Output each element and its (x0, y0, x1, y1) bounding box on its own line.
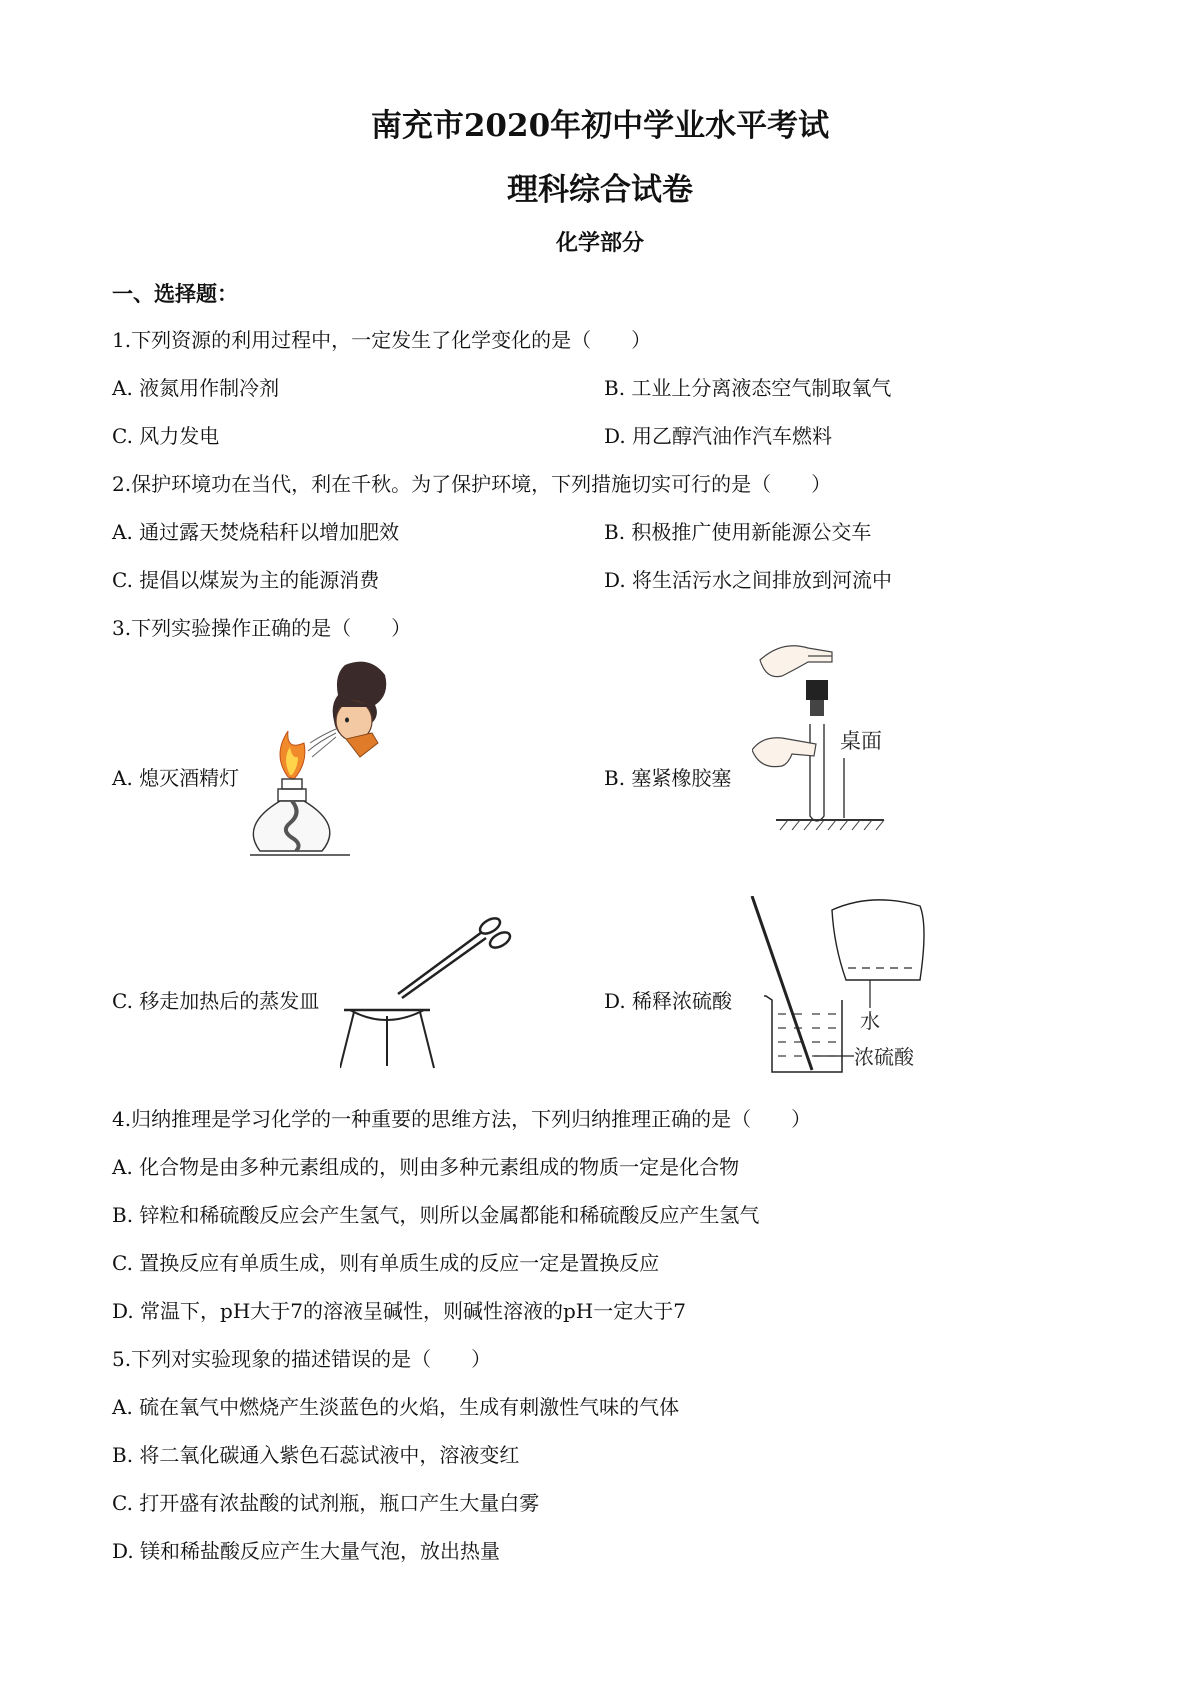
exam-subtitle: 理科综合试卷 (507, 172, 693, 208)
figure-evaporating-dish (340, 916, 520, 1076)
question-2-option-d: D. 将生活污水之间排放到河流中 (604, 568, 893, 592)
question-3-option-a: A. 熄灭酒精灯 (112, 766, 240, 790)
question-5-stem: 5.下列对实验现象的描述错误的是（ ） (112, 1347, 492, 1371)
section-heading: 一、选择题： (112, 281, 238, 306)
question-5-option-a: A. 硫在氧气中燃烧产生淡蓝色的火焰，生成有刺激性气味的气体 (112, 1395, 680, 1419)
question-3-option-d: D. 稀释浓硫酸 (604, 989, 733, 1013)
flame-icon (280, 731, 305, 779)
glass-rod (752, 896, 812, 1070)
dish-and-stand (340, 1010, 434, 1068)
question-2-option-c: C. 提倡以煤炭为主的能源消费 (112, 568, 380, 592)
question-3-stem: 3.下列实验操作正确的是（ ） (112, 616, 412, 640)
exam-title: 南充市2020年初中学业水平考试 (370, 108, 830, 144)
acid-label: 浓硫酸 (854, 1047, 914, 1069)
question-4-stem: 4.归纳推理是学习化学的一种重要的思维方法，下列归纳推理正确的是（ ） (112, 1107, 812, 1131)
breath-lines (308, 729, 336, 757)
question-1-stem: 1.下列资源的利用过程中，一定发生了化学变化的是（ ） (112, 328, 652, 352)
question-1-option-b: B. 工业上分离液态空气制取氧气 (604, 376, 892, 400)
hand-side-icon (752, 738, 816, 767)
figure-dilute-acid (742, 896, 942, 1086)
question-5-option-c: C. 打开盛有浓盐酸的试剂瓶，瓶口产生大量白雾 (112, 1491, 540, 1515)
question-2-stem: 2.保护环境功在当代，利在千秋。为了保护环境，下列措施切实可行的是（ ） (112, 472, 832, 496)
tongs-icon (398, 916, 513, 998)
question-3-option-b: B. 塞紧橡胶塞 (604, 766, 732, 790)
lamp-body (250, 779, 350, 855)
figure-alcohol-lamp (250, 655, 400, 870)
question-1-option-d: D. 用乙醇汽油作汽车燃料 (604, 424, 833, 448)
question-4-option-b: B. 锌粒和稀硫酸反应会产生氢气，则所以金属都能和稀硫酸反应产生氢气 (112, 1203, 760, 1227)
figure-test-tube-stopper (752, 640, 922, 850)
hand-top-icon (760, 646, 832, 677)
desk-label: 桌面 (840, 730, 882, 753)
question-5-option-d: D. 镁和稀盐酸反应产生大量气泡，放出热量 (112, 1539, 501, 1563)
question-1-option-c: C. 风力发电 (112, 424, 220, 448)
beaker-bottom (764, 996, 842, 1072)
test-tube (810, 724, 824, 821)
question-2-option-b: B. 积极推广使用新能源公交车 (604, 520, 872, 544)
stopper (806, 680, 828, 716)
desk-surface (776, 820, 884, 830)
question-1-option-a: A. 液氮用作制冷剂 (112, 376, 280, 400)
question-4-option-d: D. 常温下，pH大于7的溶液呈碱性，则碱性溶液的pH一定大于7 (112, 1299, 686, 1323)
question-4-option-a: A. 化合物是由多种元素组成的，则由多种元素组成的物质一定是化合物 (112, 1155, 740, 1179)
question-5-option-b: B. 将二氧化碳通入紫色石蕊试液中，溶液变红 (112, 1443, 520, 1467)
water-label: 水 (860, 1011, 880, 1033)
beaker-top (832, 900, 924, 980)
question-2-option-a: A. 通过露天焚烧秸秆以增加肥效 (112, 520, 400, 544)
question-4-option-c: C. 置换反应有单质生成，则有单质生成的反应一定是置换反应 (112, 1251, 660, 1275)
girl-head-icon (333, 662, 387, 757)
section-part-title: 化学部分 (555, 230, 644, 256)
question-3-option-c: C. 移走加热后的蒸发皿 (112, 989, 320, 1013)
